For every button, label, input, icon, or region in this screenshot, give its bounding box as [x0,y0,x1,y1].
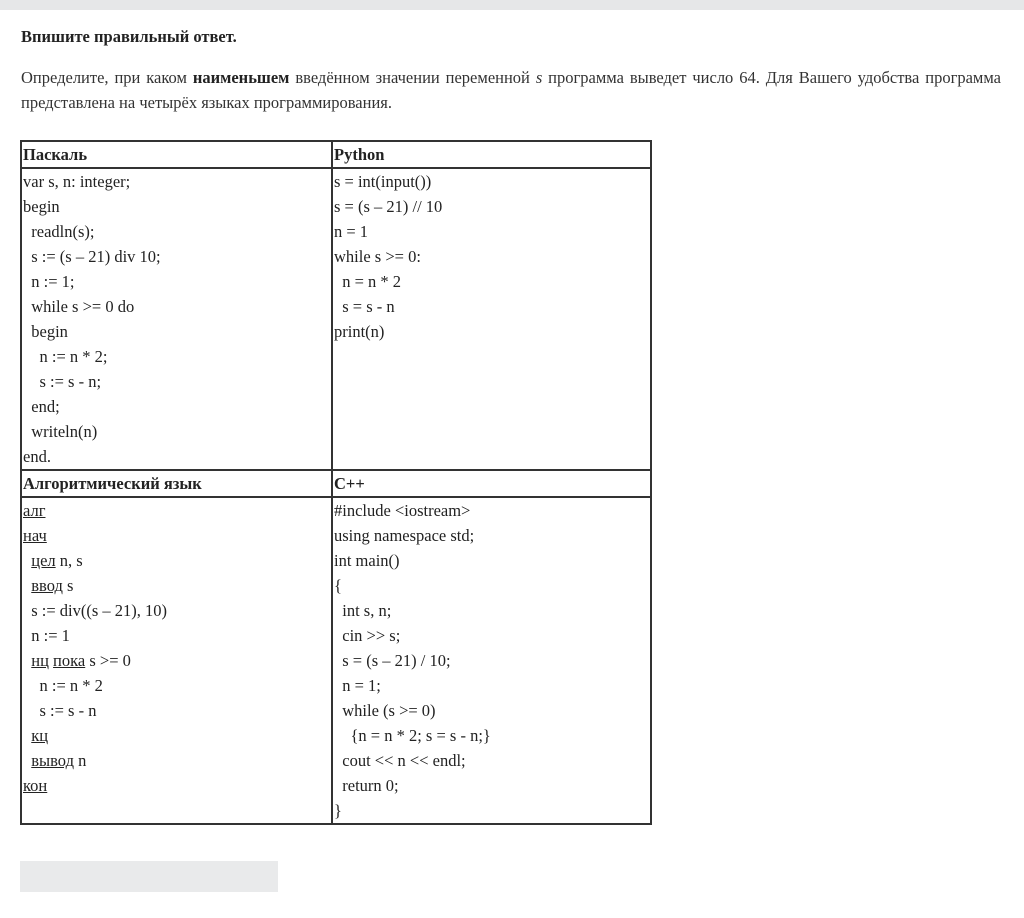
code-line: cout << n << endl; [334,751,466,770]
code-line: s = (s – 21) / 10; [334,651,451,670]
code-line: s := (s – 21) div 10; [23,247,161,266]
code-line [23,623,331,648]
code-line: using namespace std; [334,526,475,545]
code-line: int s, n; [334,601,392,620]
code-line: s = (s – 21) // 10 [334,197,443,216]
code-line: while s >= 0: [334,247,421,266]
code-text: n := n * 2 [23,676,103,695]
code-line [23,498,331,523]
code-python [332,168,651,470]
code-pascal [21,168,332,470]
header-python: Python [332,141,651,168]
code-text: s >= 0 [85,651,131,670]
code-line: n := n * 2; [23,347,108,366]
code-text: n, s [55,551,83,570]
code-line: {n = n * 2; s = s - n;} [334,726,491,745]
question-part-1: Определите, при каком [21,68,193,87]
code-line: while (s >= 0) [334,701,436,720]
answer-input[interactable] [20,861,278,892]
code-text: n := 1 [23,626,70,645]
code-line: while s >= 0 do [23,297,135,316]
code-line: s := s - n; [23,372,102,391]
question-bold: наименьшем [192,68,290,87]
code-line: s = int(input()) [334,172,432,191]
code-line: end; [23,397,60,416]
code-line: n = 1 [334,222,369,241]
code-line: readln(s); [23,222,95,241]
question-variable: s [535,68,543,87]
code-cpp [332,497,651,824]
keyword: нц [31,651,49,670]
code-text: s := div((s – 21), 10) [23,601,168,620]
code-line [23,698,331,723]
question-part-3: программа выведет число 64. Для Вашего удобства программа представлена на четырёх языках программирования. [21,68,1002,112]
code-line: print(n) [334,322,385,341]
code-line: n = 1; [334,676,381,695]
code-text: n [73,751,87,770]
header-cpp: C++ [332,470,651,497]
code-text [23,551,31,570]
keyword: пока [53,651,86,670]
code-line: cin >> s; [334,626,401,645]
code-line: end. [23,447,51,466]
keyword: кон [23,776,48,795]
code-line: var s, n: integer; [23,172,131,191]
keyword: нач [23,526,47,545]
code-text [23,651,31,670]
keyword: алг [23,501,46,520]
keyword: кц [31,726,49,745]
code-text: s := s - n [23,701,97,720]
code-line: return 0; [334,776,399,795]
code-algo [21,497,332,824]
instruction-text: Впишите правильный ответ. [21,27,237,46]
code-text: s [62,576,74,595]
code-line [23,598,331,623]
code-line [23,773,331,798]
code-line [23,723,331,748]
keyword: цел [31,551,56,570]
keyword: вывод [31,751,74,770]
question-part-2: введённом значении переменной [289,68,536,87]
code-line [23,748,331,773]
keyword: ввод [31,576,63,595]
code-text [23,751,31,770]
code-line: begin [23,322,68,341]
top-bar [0,0,1024,10]
code-line: #include <iostream> [334,501,471,520]
code-line [23,548,331,573]
code-line [23,648,331,673]
code-text [23,726,31,745]
code-line: begin [23,197,60,216]
code-line: } [334,801,342,820]
code-table [20,140,652,825]
header-algo: Алгоритмический язык [21,470,332,497]
code-line [23,523,331,548]
code-line: { [334,576,342,595]
code-line [23,673,331,698]
code-line: int main() [334,551,400,570]
code-line: s = s - n [334,297,395,316]
question-text [21,65,1001,115]
code-line: n := 1; [23,272,75,291]
code-line: n = n * 2 [334,272,402,291]
code-line: writeln(n) [23,422,98,441]
code-line [23,573,331,598]
header-pascal: Паскаль [21,141,332,168]
code-text [23,576,31,595]
